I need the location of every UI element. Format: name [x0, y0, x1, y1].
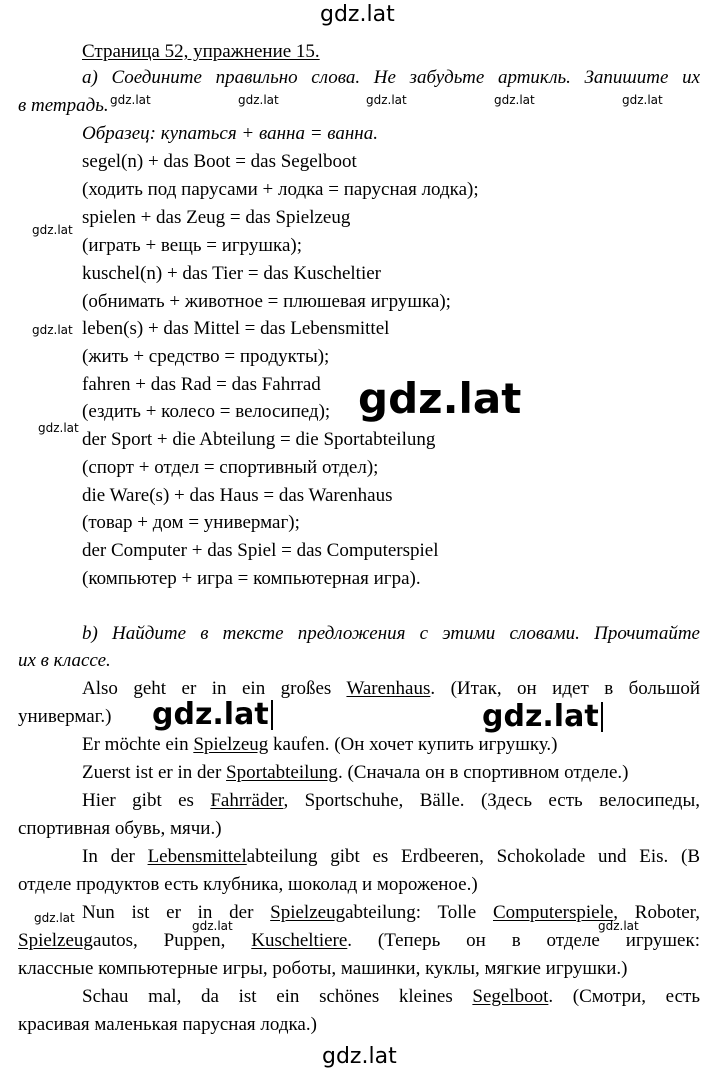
sentence-line: красивая маленькая парусная лодка.): [18, 1014, 317, 1035]
watermark-small: gdz.lat: [494, 93, 535, 107]
underlined-word: Computerspiele: [492, 902, 614, 923]
word-line: leben(s) + das Mittel = das Lebensmittel: [82, 318, 390, 339]
word-line: (жить + средство = продукты);: [82, 346, 330, 367]
watermark-bottom: gdz.lat: [322, 1044, 397, 1069]
page-header: Страница 52, упражнение 15.: [82, 41, 320, 62]
sentence-line: Er möchte ein Spielzeug kaufen. (Он хочет купить игрушку.): [82, 734, 558, 755]
underlined-word: Kuscheltiere: [251, 930, 348, 951]
word-line: segel(n) + das Boot = das Segelboot: [82, 151, 357, 172]
watermark-large: gdz.lat: [358, 374, 522, 423]
sentence-line: классные компьютерные игры, роботы, машинки, куклы, мягкие игрушки.): [18, 958, 628, 979]
underlined-word: Fahrräder: [210, 790, 284, 811]
word-line: (спорт + отдел = спортивный отдел);: [82, 457, 379, 478]
word-line: (ходить под парусами + лодка = парусная лодка);: [82, 179, 479, 200]
word-line: die Ware(s) + das Haus = das Warenhaus: [82, 485, 393, 506]
word-line: kuschel(n) + das Tier = das Kuscheltier: [82, 263, 381, 284]
word-line: (товар + дом = универмаг);: [82, 512, 300, 533]
watermark-small: gdz.lat: [32, 323, 73, 337]
sentence-line: Zuerst ist er in der Sportabteilung. (Сначала он в спортивном отделе.): [82, 762, 629, 783]
watermark-small: gdz.lat: [32, 223, 73, 237]
underlined-word: Spielzeug: [18, 930, 93, 951]
underlined-word: Warenhaus: [346, 678, 431, 699]
sentence-line: Spielzeugautos, Puppen, Kuscheltiere. (Теперь он в отделе игрушек:: [18, 930, 701, 951]
watermark-small: gdz.lat: [38, 421, 79, 435]
word-line: fahren + das Rad = das Fahrrad: [82, 374, 321, 395]
watermark-small: gdz.lat: [192, 919, 233, 933]
sentence-line: отделе продуктов есть клубника, шоколад и мороженое.): [18, 874, 478, 895]
task-b-instruction: b) Найдите в тексте предложения с этими словами. Прочитайте: [82, 623, 700, 644]
word-line: spielen + das Zeug = das Spielzeug: [82, 207, 351, 228]
word-line: (обнимать + животное = плюшевая игрушка);: [82, 291, 451, 312]
watermark-small: gdz.lat: [34, 911, 75, 925]
watermark-small: gdz.lat: [598, 919, 639, 933]
watermark-small: gdz.lat: [622, 93, 663, 107]
watermark-medium: gdz.lat: [482, 702, 603, 732]
watermark-medium: gdz.lat: [152, 700, 273, 730]
underlined-word: Spielzeug: [193, 734, 269, 755]
underlined-word: Spielzeug: [270, 902, 346, 923]
word-line: (ездить + колесо = велосипед);: [82, 401, 331, 422]
sentence-line: универмаг.): [18, 706, 112, 727]
watermark-small: gdz.lat: [110, 93, 151, 107]
sentence-line: Also geht er in ein großes Warenhaus. (Итак, он идет в большой: [82, 678, 700, 699]
sentence-line: Hier gibt es Fahrräder, Sportschuhe, Bälle. (Здесь есть велосипеды,: [82, 790, 700, 811]
task-a-instruction: а) Соедините правильно слова. Не забудьте артикль. Запишите их: [82, 67, 700, 88]
watermark-top: gdz.lat: [320, 2, 395, 27]
task-a-sample: Образец: купаться + ванна = ванна.: [82, 123, 378, 144]
task-b-instruction-cont: их в классе.: [18, 650, 111, 671]
underlined-word: Segelboot: [472, 986, 549, 1007]
watermark-small: gdz.lat: [366, 93, 407, 107]
word-line: (компьютер + игра = компьютерная игра).: [82, 568, 421, 589]
sentence-line: спортивная обувь, мячи.): [18, 818, 222, 839]
word-line: der Sport + die Abteilung = die Sportabteilung: [82, 429, 436, 450]
underlined-word: Lebensmittel: [147, 846, 247, 867]
sentence-line: Nun ist er in der Spielzeugabteilung: Tolle Computerspiele, Roboter,: [82, 902, 700, 923]
word-line: der Computer + das Spiel = das Computerspiel: [82, 540, 439, 561]
word-line: (играть + вещь = игрушка);: [82, 235, 303, 256]
sentence-line: Schau mal, da ist ein schönes kleines Segelboot. (Смотри, есть: [82, 986, 700, 1007]
watermark-small: gdz.lat: [238, 93, 279, 107]
underlined-word: Sportabteilung: [226, 762, 338, 783]
sentence-line: In der Lebensmittelabteilung gibt es Erdbeeren, Schokolade und Eis. (В: [82, 846, 700, 867]
task-a-instruction-cont: в тетрадь.: [18, 95, 109, 116]
